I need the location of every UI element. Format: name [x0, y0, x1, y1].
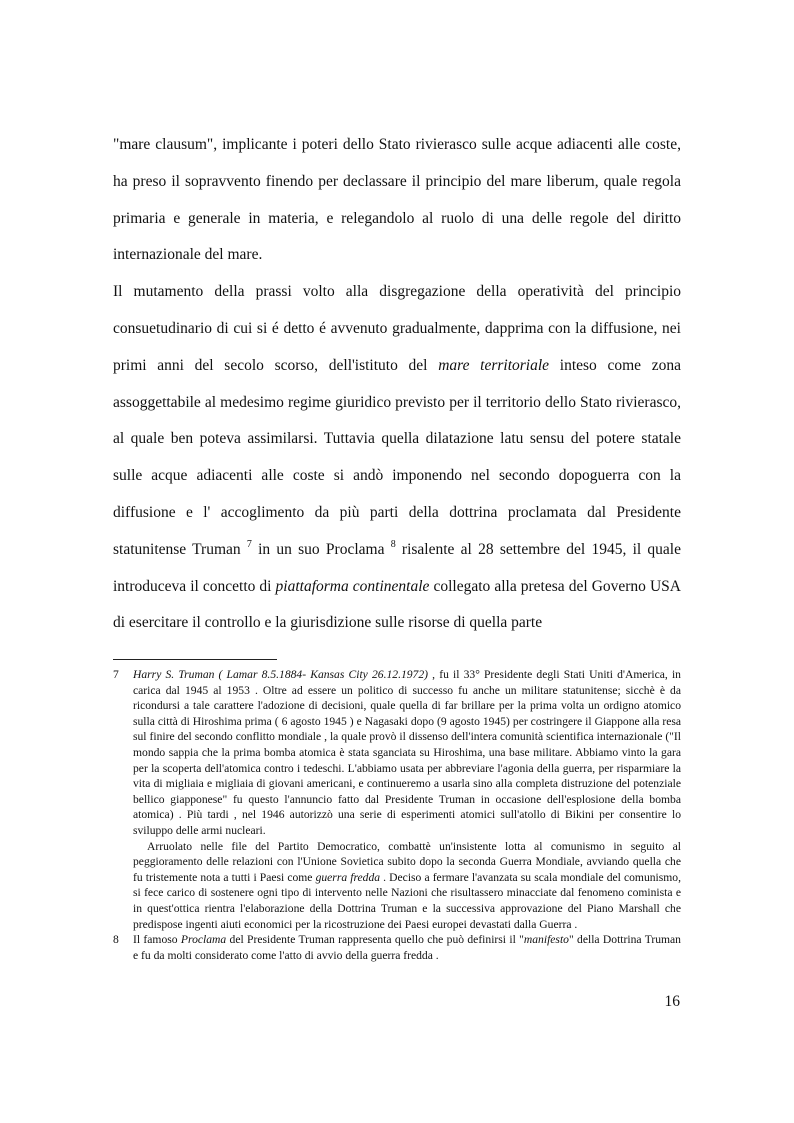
main-body-text	[113, 127, 681, 642]
paragraph-1	[113, 127, 681, 274]
paragraph-2-text-b: inteso come zona assoggettabile al medesimo regime giuridico previsto per il territorio dello Stato rivierasco, al quale ben poteva assimilarsi. Tuttavia quella dilatazione latu sensu del potere statale sulle acque adiacenti alle coste si andò imponendo nel secondo dopoguerra con la diffusione e l' accoglimento da più parti della dottrina proclamata dal Presidente statunitense Truman	[113, 356, 681, 558]
footnote-7-continuation	[113, 839, 681, 933]
term-guerra-fredda: guerra fredda	[315, 870, 381, 884]
footnote-8-number: 8	[113, 933, 119, 947]
paragraph-2-text-a: Il mutamento della prassi volto alla disgregazione della operatività del principio consuetudinario di cui si é detto é avvenuto gradualmente, dapprima con la diffusione, nei primi anni del secolo scorso, dell'istituto del	[113, 283, 681, 374]
footnote-ref-7[interactable]: 7	[246, 538, 252, 550]
footnote-ref-8[interactable]: 8	[390, 538, 396, 550]
term-piattaforma-continentale: piattaforma continentale	[275, 577, 430, 595]
term-mare-territoriale: mare territoriale	[438, 356, 550, 374]
footnote-7	[113, 667, 681, 839]
paragraph-2-text-d: risalente al 28 settembre del 1945, il quale introduceva il concetto di	[113, 540, 681, 595]
footnote-8-text-b: del Presidente Truman rappresenta quello che può definirsi il "	[226, 933, 524, 947]
footnote-7-truman-name: Harry S. Truman ( Lamar 8.5.1884- Kansas City 26.12.1972)	[133, 668, 429, 681]
footnote-7-text-a: , fu il 33° Presidente degli Stati Uniti d'America, in carica dal 1945 al 1953 . Oltre ad essere un politico di successo fu anche un militare statunitense; sicchè è da ricondursi a tale carattere l'adozione di decisioni, quale quella di far brillare per la prima volta un ordigno atomico sulla città di Hiroshima prima ( 6 agosto 1945 ) e Nagasaki dopo (9 agosto 1945) per costringere il Giappone alla resa sul finire del secondo conflitto mondiale , la quale provò il dissenso dell'intera comunità scientifica internazionale ("Il mondo sappia che la prima bomba atomica è stata sganciata su Hiroshima, una base militare. Abbiamo vinto la gara per la scoperta dell'atomica contro i tedeschi. L'abbiamo usata per abbreviare l'agonia della guerra, per risparmiare la vita di migliaia e migliaia di giovani americani, e continueremo a usarla sino alla completa distruzione del potenziale bellico giapponese" fu questo l'annuncio fatto dal Presidente Truman in occasione dell'esplosione della bomba atomica) . Più tardi , nel 1946 autorizzò una serie di esperimenti atomici sull'atollo di Bikini per consentire lo sviluppo delle armi nucleari.	[133, 668, 681, 837]
footnotes-section	[113, 667, 681, 963]
page-number: 16	[664, 993, 680, 1010]
footnote-divider	[113, 659, 277, 660]
paragraph-2	[113, 274, 681, 642]
footnote-8-text-c: " della Dottrina Truman e fu da molti considerato come l'atto di avvio della guerra fredda .	[133, 933, 681, 962]
footnote-7-text-b: Arruolato nelle file del Partito Democratico, combattè un'insistente lotta al comunismo in seguito al peggioramento delle relazioni con l'Unione Sovietica subito dopo la seconda Guerra Mondiale, avviando quella che fu tristemente nota a tutti i Paesi come	[133, 839, 681, 884]
paragraph-2-text-c: in un suo Proclama	[251, 540, 391, 558]
footnote-7-text-c: . Deciso a fermare l'avanzata su scala mondiale del comunismo, si fece carico di sostenere ogni tipo di intervento nelle Nazioni che risultassero minacciate dal fenomeno cominista e in quest'ottica rientra l'elaborazione della Dottrina Truman e la successiva approvazione del Piano Marshall che predispose ingenti aiuti economici per la ricostruzione dei Paesi europei devastati dalla Guerra .	[133, 870, 681, 931]
term-proclama: Proclama	[180, 933, 227, 947]
term-manifesto: manifesto	[523, 933, 569, 947]
paragraph-2-text-e: collegato alla pretesa del Governo USA di esercitare il controllo e la giurisdizione sulle risorse di quella parte	[113, 577, 681, 632]
footnote-8-text-a: Il famoso	[133, 933, 181, 947]
paragraph-1-text: "mare clausum", implicante i poteri dello Stato rivierasco sulle acque adiacenti alle coste, ha preso il sopravvento finendo per declassare il principio del mare liberum, quale regola primaria e generale in materia, e relegandolo al ruolo di una delle regole del diritto internazionale del mare.	[113, 136, 681, 264]
footnote-8	[113, 932, 681, 963]
footnote-7-number: 7	[113, 668, 119, 681]
